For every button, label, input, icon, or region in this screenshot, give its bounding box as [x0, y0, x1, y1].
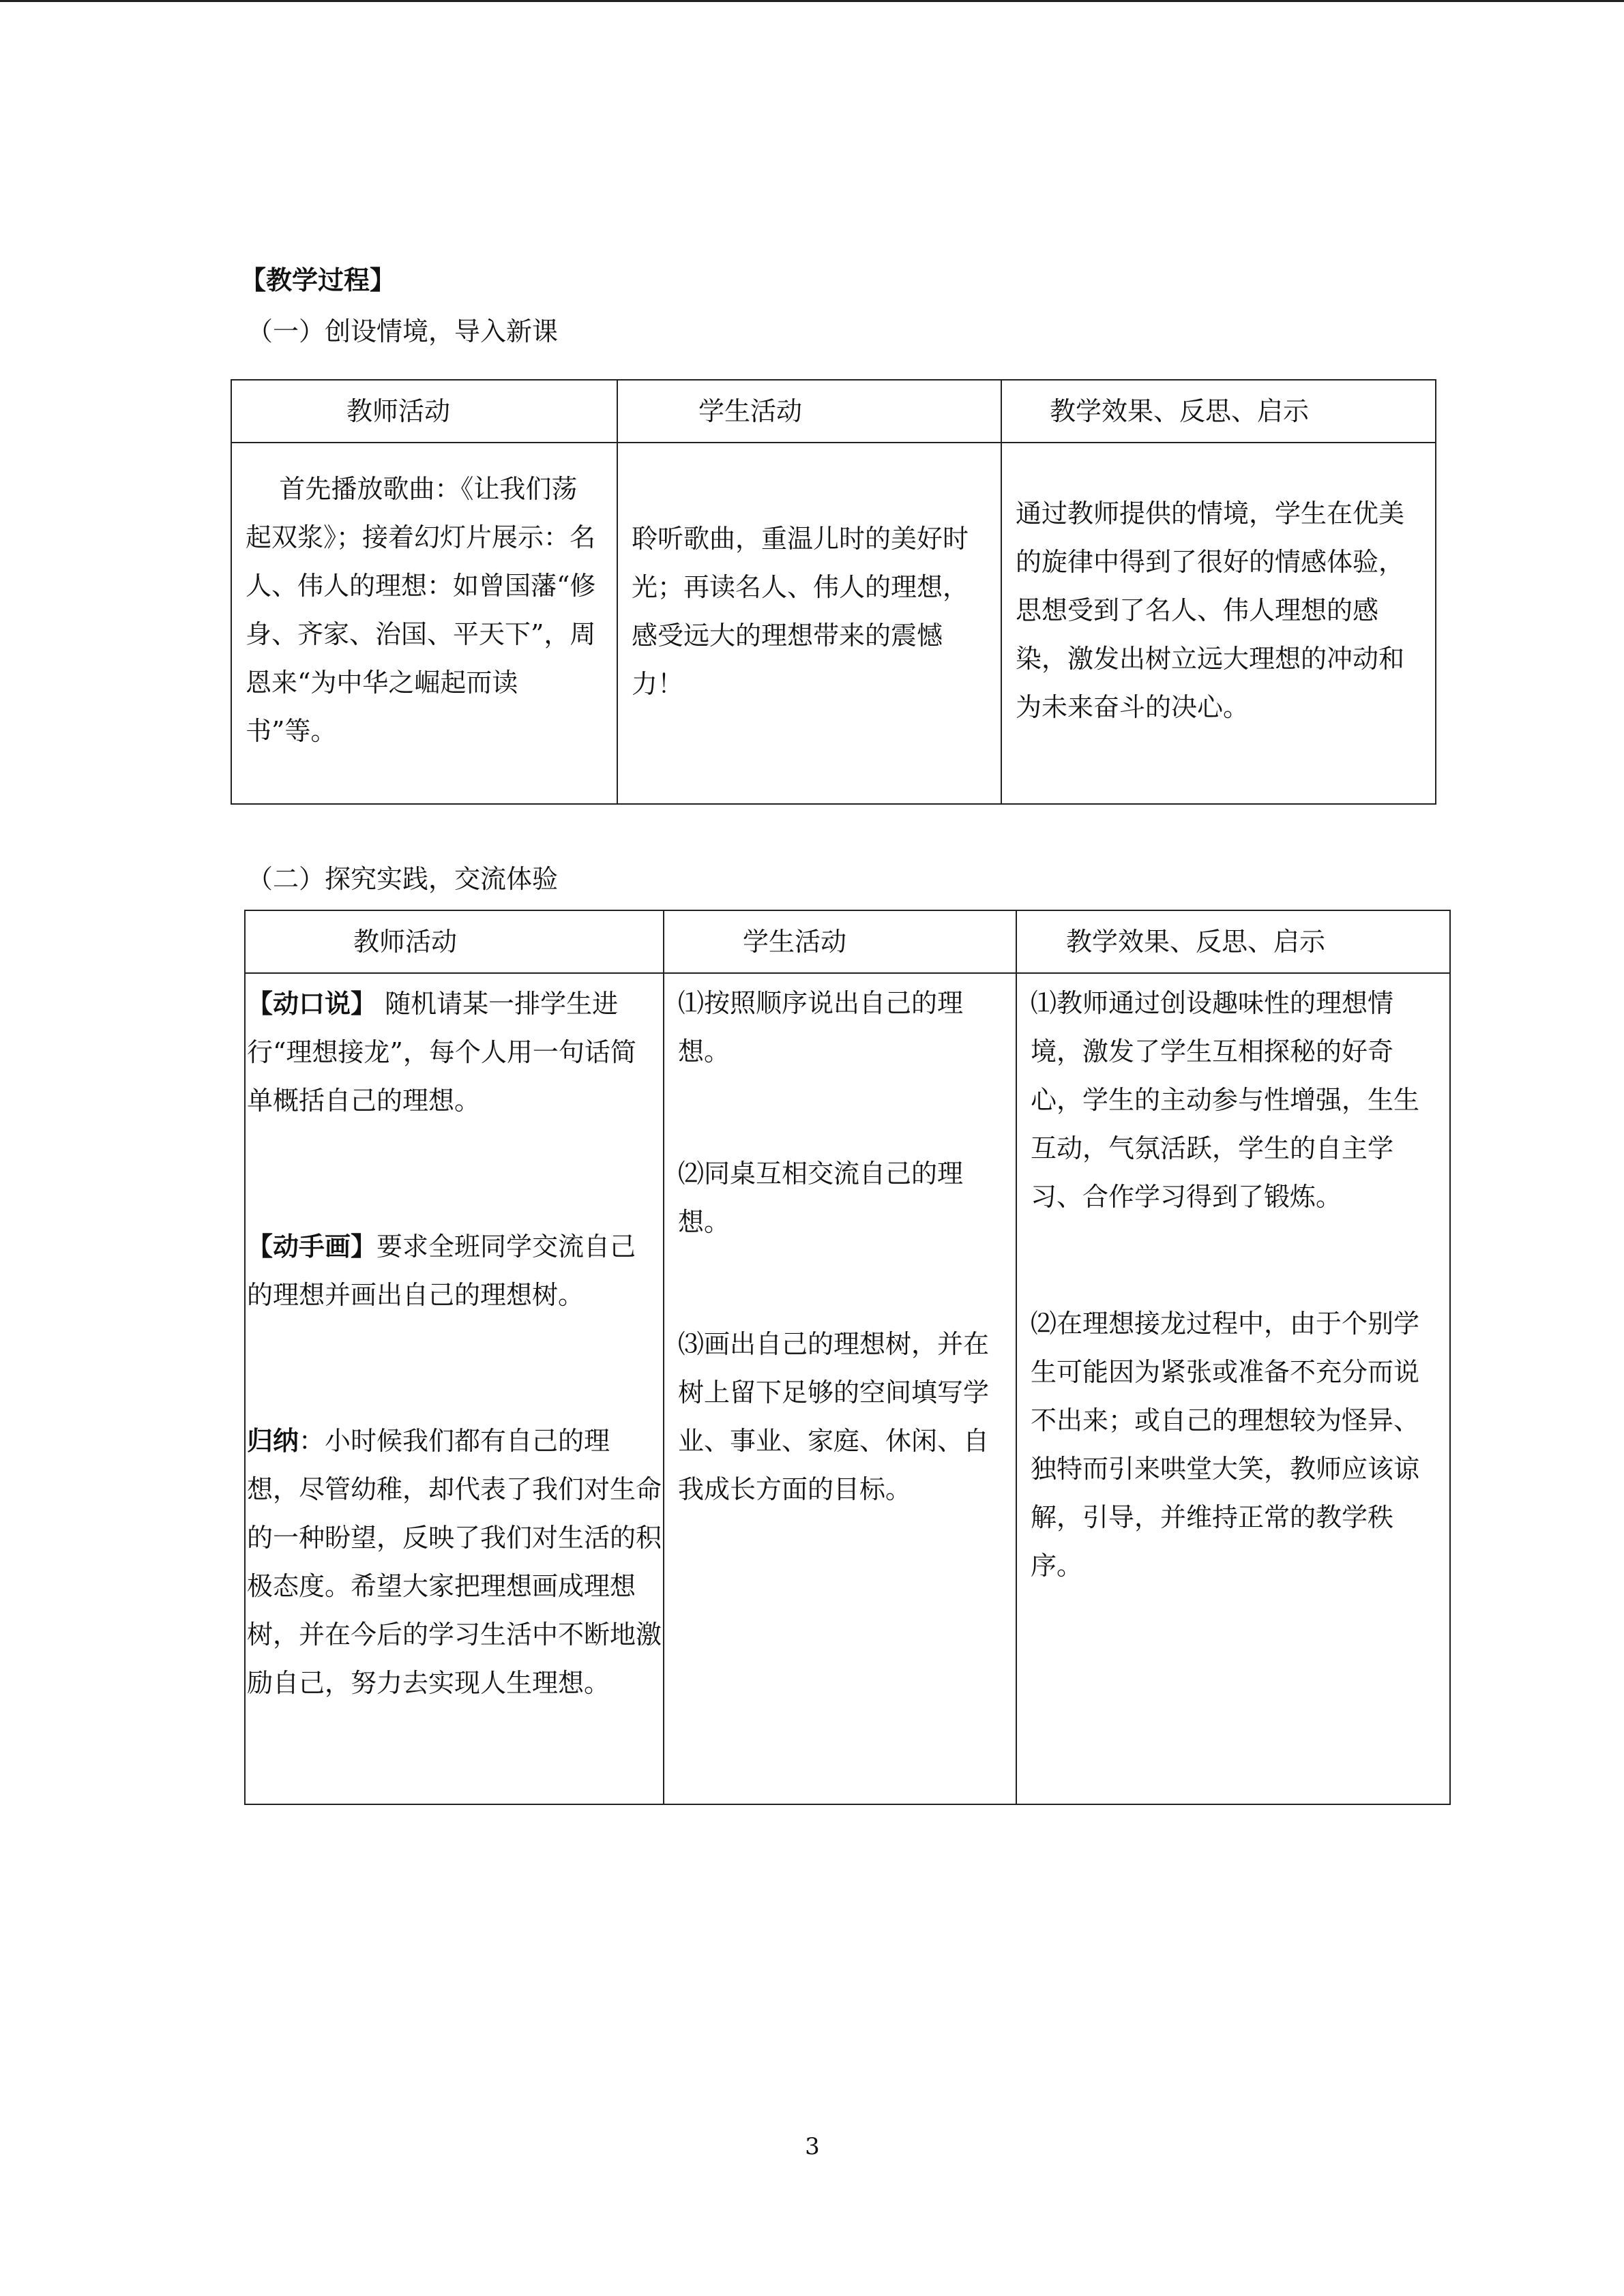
- part1-teacher-text: 首先播放歌曲：《让我们荡起双浆》；接着幻灯片展示：名人、伟人的理想：如曾国藩“修身、齐家、治国、平天下”，周恩来“为中华之崛起而读书”等。: [246, 474, 596, 746]
- part1-teacher-cell: [231, 443, 617, 804]
- draw-label: 【动手画】: [247, 1231, 377, 1262]
- teacher-paragraph-summary: 归纳：小时候我们都有自己的理想，尽管幼稚，却代表了我们对生命的一种盼望，反映了我们对生活的积极态度。希望大家把理想画成理想树，并在今后的学习生活中不断地激励自己，努力去实现人生理想。: [247, 1425, 662, 1698]
- part1-student-cell: [617, 443, 1001, 804]
- part1-heading: （一）创设情境，导入新课: [247, 316, 559, 346]
- part1-body-row: [231, 443, 1436, 804]
- page-number: 3: [805, 2133, 820, 2160]
- teacher-paragraph-draw: 【动手画】要求全班同学交流自己的理想并画出自己的理想树。: [247, 1231, 636, 1310]
- part2-student-cell: [664, 973, 1016, 1804]
- part2-table: [244, 910, 1451, 1805]
- top-border: [0, 0, 1624, 2]
- effect-item-1: ⑴教师通过创设趣味性的理想情境，激发了学生互相探秘的好奇心，学生的主动参与性增强，生生互动，气氛活跃，学生的自主学习、合作学习得到了锻炼。: [1031, 988, 1420, 1212]
- part2-header-row: [245, 910, 1450, 973]
- part2-teacher-cell: [245, 973, 664, 1804]
- student-item-3: ⑶画出自己的理想树，并在树上留下足够的空间填写学业、事业、家庭、休闲、自我成长方面的目标。: [678, 1329, 990, 1504]
- section-title: 【教学过程】: [240, 265, 396, 295]
- effect-item-2: ⑵在理想接龙过程中，由于个别学生可能因为紧张或准备不充分而说不出来；或自己的理想较为怪异、独特而引来哄堂大笑，教师应该谅解，引导，并维持正常的教学秩序。: [1031, 1309, 1420, 1581]
- part1-table: [231, 379, 1436, 805]
- speak-label: 【动口说】: [247, 988, 377, 1019]
- part1-header-teacher: 教师活动: [231, 380, 617, 443]
- part2-header-teacher: 教师活动: [245, 910, 664, 973]
- part2-effect-cell: [1016, 973, 1450, 1804]
- part1-header-row: [231, 380, 1436, 443]
- part1-effect-cell: [1001, 443, 1436, 804]
- part2-header-student: 学生活动: [664, 910, 1016, 973]
- part1-header-student: 学生活动: [617, 380, 1001, 443]
- student-item-2: ⑵同桌互相交流自己的理想。: [678, 1159, 964, 1237]
- summary-label: 归纳: [247, 1425, 299, 1456]
- student-item-1: ⑴按照顺序说出自己的理想。: [678, 988, 964, 1067]
- part1-header-effect: 教学效果、反思、启示: [1001, 380, 1436, 443]
- teacher-paragraph-speak: 【动口说】 随机请某一排学生进行“理想接龙”，每个人用一句话简单概括自己的理想。: [247, 988, 636, 1116]
- part1-effect-text: 通过教师提供的情境，学生在优美的旋律中得到了很好的情感体验，思想受到了名人、伟人理想的感染，激发出树立远大理想的冲动和为未来奋斗的决心。: [1016, 498, 1405, 722]
- part2-heading: （二）探究实践，交流体验: [247, 864, 559, 894]
- part2-header-effect: 教学效果、反思、启示: [1016, 910, 1450, 973]
- part1-student-text: 聆听歌曲，重温儿时的美好时光；再读名人、伟人的理想，感受远大的理想带来的震憾力！: [632, 524, 969, 699]
- part2-body-row: [245, 973, 1450, 1804]
